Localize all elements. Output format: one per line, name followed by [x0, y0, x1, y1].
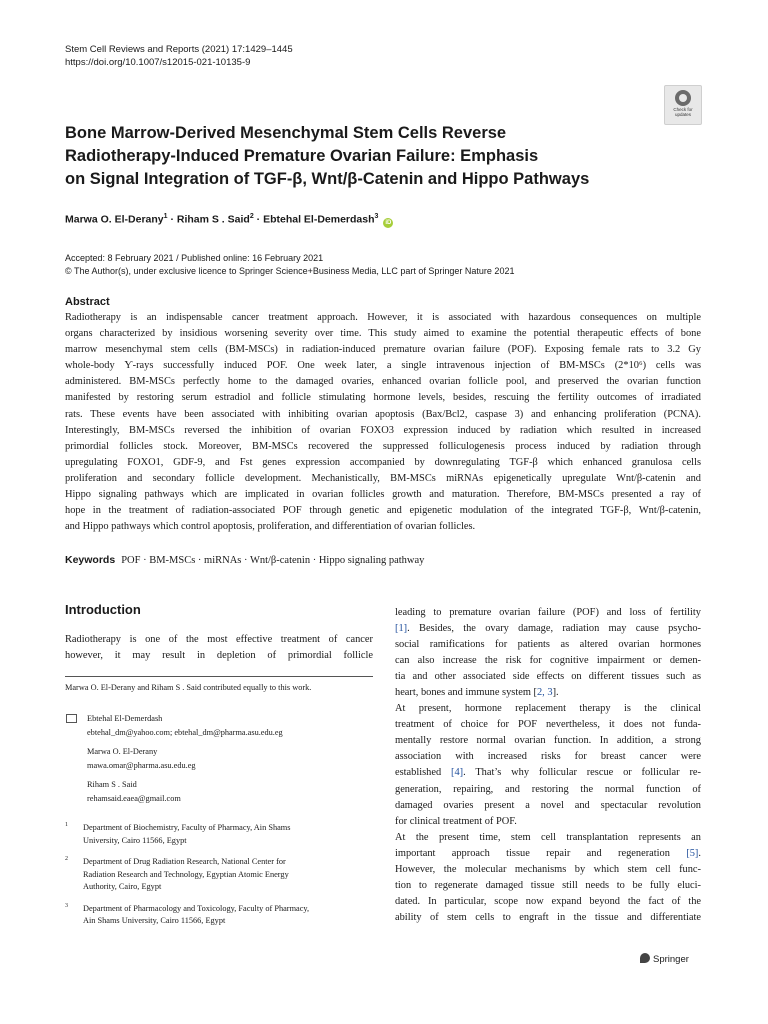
body-line [395, 605, 701, 621]
line-text: At present, hormone replacement therapy is the clinical [395, 703, 701, 715]
body-line [395, 862, 701, 878]
abstract-line: organs characterized by insidious worsening severity over time. This study aimed to examine the potential therapeutic effects of bone [65, 328, 701, 340]
line-text: generation, repairing, and restoring the normal function of [395, 783, 701, 795]
doi-link[interactable]: https://doi.org/10.1007/s12015-021-10135-9 [65, 57, 251, 68]
line-text: However, the molecular mechanisms by which stem cell func- [395, 863, 701, 875]
line-text: heart, bones and immune system [ [395, 687, 537, 699]
line-text: dated. In particular, scope now expand beyond the fact of the [395, 895, 701, 907]
line-text: . That’s why follicular rescue or follicular re- [463, 767, 701, 779]
accepted-published: Accepted: 8 February 2021 / Published online: 16 February 2021 [65, 253, 324, 263]
line-text: tia and other associated side effects on different tissues such as [395, 671, 701, 683]
body-line [395, 910, 701, 926]
abstract-line: and Hippo pathways which control apoptosis, proliferation, and differentiation of ovarian follicles. [65, 521, 476, 533]
title-line: Bone Marrow-Derived Mesenchymal Stem Cells Reverse [65, 124, 507, 142]
footnote-divider [65, 676, 373, 677]
abstract-body [65, 310, 701, 535]
publisher-footer [640, 953, 689, 965]
affiliation-number: 3 [65, 902, 68, 909]
body-line [395, 798, 701, 814]
body-line [395, 637, 701, 653]
equal-contribution-note: Marwa O. El-Derany and Riham S . Said contributed equally to this work. [65, 683, 312, 692]
author-affil-sup: 3 [374, 213, 379, 220]
body-line [395, 830, 701, 846]
author-list [65, 213, 393, 228]
line-text: tion to regenerate damaged tissue still needs to be fully eluci- [395, 879, 701, 891]
author-separator: · [256, 213, 261, 226]
line-text: . Besides, the ovary damage, radiation may cause psycho- [407, 623, 701, 635]
abstract-line: manifested by restoring serum estradiol and follicle stimulating hormone levels, besides, rescuing the fertility outcomes of irradiated [65, 392, 701, 404]
author-name[interactable]: Ebtehal El-Demerdash [263, 213, 375, 226]
introduction-heading: Introduction [65, 602, 141, 617]
affiliation-number: 2 [65, 856, 68, 862]
abstract-line: Interestingly, BM-MSCs reversed the inhibition of ovarian FOXO3 expression induced by radiation which resulted in increased [65, 424, 701, 436]
affiliation-entry [65, 903, 309, 928]
line-text: important approach tissue repair and regeneration [395, 847, 687, 859]
line-text: ]. [552, 687, 559, 699]
check-updates-icon [675, 90, 691, 106]
affiliation-number: 1 [65, 822, 68, 828]
author-name[interactable]: Riham S . Said [176, 213, 250, 226]
body-line: however, it may result in depletion of primordial follicle [65, 650, 373, 661]
publication-dates [65, 252, 514, 277]
body-line [395, 765, 701, 781]
affiliation-entry [65, 856, 309, 894]
affiliation-line: Department of Drug Radiation Research, National Center for [83, 857, 286, 866]
body-line [395, 894, 701, 910]
body-line [395, 717, 701, 733]
author-separator: · [170, 213, 174, 226]
citation-link[interactable]: 2, 3 [536, 687, 553, 699]
abstract-line: proliferation and secondary follicle development. Mechanistically, BM-MSCs miRNAs epigenetically upregulate Wnt/β-catenin and [65, 472, 701, 484]
copyright-line: © The Author(s), under exclusive licence to Springer Science+Business Media, LLC part of Springer Nature 2021 [65, 265, 515, 276]
line-text: leading to premature ovarian failure (POF) and loss of fertility [395, 607, 701, 618]
abstract-line: primordial follicles stock. Moreover, BM-MSCs recovered the suppressed folliculogenesis process induced by radiation through [65, 440, 701, 452]
correspondence-block [65, 712, 283, 811]
abstract-line: whole-body Ƴ-rays successfully induced POF. One week later, a single intravenous injection of BM-MSCs (2*10⁶) cells was [65, 360, 701, 372]
affiliation-entry [65, 822, 309, 847]
affiliation-line: Ain Shams University, Cairo 11566, Egypt [83, 916, 226, 925]
citation-link[interactable]: [4] [450, 767, 464, 779]
line-text: association with increased risks for breast cancer were [395, 751, 701, 763]
keywords-label: Keywords [65, 554, 116, 566]
abstract-line: rats. These events have been associated with inhibiting ovarian apoptosis (Bax/Bcl2, caspase 3) and enhancing proliferation (PCNA). [65, 408, 701, 420]
contact-entry [65, 712, 283, 739]
mail-icon [66, 714, 77, 723]
contact-name: Ebtehal El-Demerdash [87, 714, 163, 723]
affiliation-line: University, Cairo 11566, Egypt [83, 835, 187, 845]
title-line: Radiotherapy-Induced Premature Ovarian Failure: Emphasis [65, 147, 539, 165]
body-line [395, 653, 701, 669]
body-line [395, 621, 701, 637]
abstract-line: marrow mesenchymal stem cells (BM-MSCs) in radiation-induced premature ovarian failure (POF). Exposing female rats to 3.2 Gy [65, 344, 701, 356]
abstract-line: administered. BM-MSCs perfectly home to the damaged ovaries, enhanced ovarian follicle pool, and preserved the ovarian function [65, 376, 701, 388]
body-line [395, 733, 701, 749]
body-line [395, 669, 701, 685]
citation-link[interactable]: [1] [395, 623, 408, 635]
line-text: for clinical treatment of POF. [395, 815, 517, 827]
line-text: mentally restore normal ovarian function. In addition, a strong [395, 735, 701, 747]
body-line [395, 846, 701, 862]
keywords [65, 554, 424, 566]
contact-email[interactable]: mawa.omar@pharma.asu.edu.eg [87, 760, 196, 770]
body-line [395, 749, 701, 765]
body-line [395, 814, 701, 830]
paper-title [65, 122, 685, 191]
body-line: Radiotherapy is one of the most effective treatment of cancer [65, 634, 373, 645]
affiliations-block [65, 822, 309, 937]
check-updates-line1: Check for [673, 107, 693, 112]
contact-name: Marwa O. El-Derany [87, 747, 158, 756]
line-text: At the present time, stem cell transplantation represents an [395, 831, 701, 843]
author-affil-sup: 1 [163, 213, 168, 220]
publisher-name: Springer [653, 954, 689, 965]
line-text: damaged ovaries present a novel and spectacular revolution [395, 799, 701, 811]
affiliation-line: Department of Biochemistry, Faculty of Pharmacy, Ain Shams [83, 823, 291, 832]
springer-logo-icon [640, 953, 650, 963]
body-line [395, 701, 701, 717]
body-line [395, 685, 701, 701]
line-text: . [698, 847, 701, 859]
line-text: established [395, 767, 451, 779]
introduction-left-text [65, 632, 373, 664]
line-text: can also increase the risk for cognitive impairment or demen- [395, 655, 701, 667]
journal-header [65, 43, 293, 69]
check-for-updates-badge[interactable] [664, 85, 702, 125]
journal-citation: Stem Cell Reviews and Reports (2021) 17:1429–1445 [65, 44, 293, 55]
title-line: on Signal Integration of TGF-β, Wnt/β-Catenin and Hippo Pathways [65, 170, 590, 188]
affiliation-line: Department of Pharmacology and Toxicology, Faculty of Pharmacy, [83, 903, 310, 913]
body-line [395, 878, 701, 894]
contact-entry [65, 778, 283, 805]
abstract-line: upregulating FOXO1, GDF-9, and Fst genes expression accompanied by downregulating TGF-β which enhanced granulosa cells [65, 456, 701, 468]
keywords-list: POF · BM-MSCs · miRNAs · Wnt/β-catenin · Hippo signaling pathway [121, 555, 425, 566]
line-text: treatment of choice for POF nevertheless, it does not funda- [395, 719, 701, 731]
introduction-right-column [395, 605, 701, 926]
contact-name: Riham S . Said [87, 780, 137, 789]
author-affil-sup: 2 [249, 213, 254, 220]
citation-link[interactable]: [5] [686, 847, 699, 859]
line-text: ability of stem cells to engraft in the tissue and differentiate [395, 911, 701, 923]
body-line [395, 782, 701, 798]
orcid-icon[interactable]: iD [385, 219, 392, 226]
abstract-line: Radiotherapy is an indispensable cancer treatment approach. However, it is associated with hazardous consequences on multiple [65, 312, 701, 323]
line-text: social ramifications for patients as altered ovarian hormones [395, 639, 701, 651]
contact-entry [65, 745, 283, 772]
abstract-line: Hippo signaling pathways which are implicated in ovarian follicles growth and maturation. Therefore, BM-MSCs presented a ray of [65, 489, 701, 501]
affiliation-line: Radiation Research and Technology, Egyptian Atomic Energy [83, 869, 289, 879]
check-updates-line2: updates [674, 112, 691, 117]
abstract-line: hope in the treatment of radiation-associated POF through genetic and epigenetic modulation of the integrated TGF-β, Wnt/β-catenin, [65, 505, 701, 517]
contact-email[interactable]: ebtehal_dm@yahoo.com; ebtehal_dm@pharma.asu.edu.eg [87, 727, 283, 737]
contact-email[interactable]: rehamsaid.eaea@gmail.com [87, 793, 181, 803]
affiliation-line: Authority, Cairo, Egypt [83, 882, 162, 891]
author-name[interactable]: Marwa O. El-Derany [65, 213, 164, 226]
abstract-heading: Abstract [65, 296, 110, 308]
